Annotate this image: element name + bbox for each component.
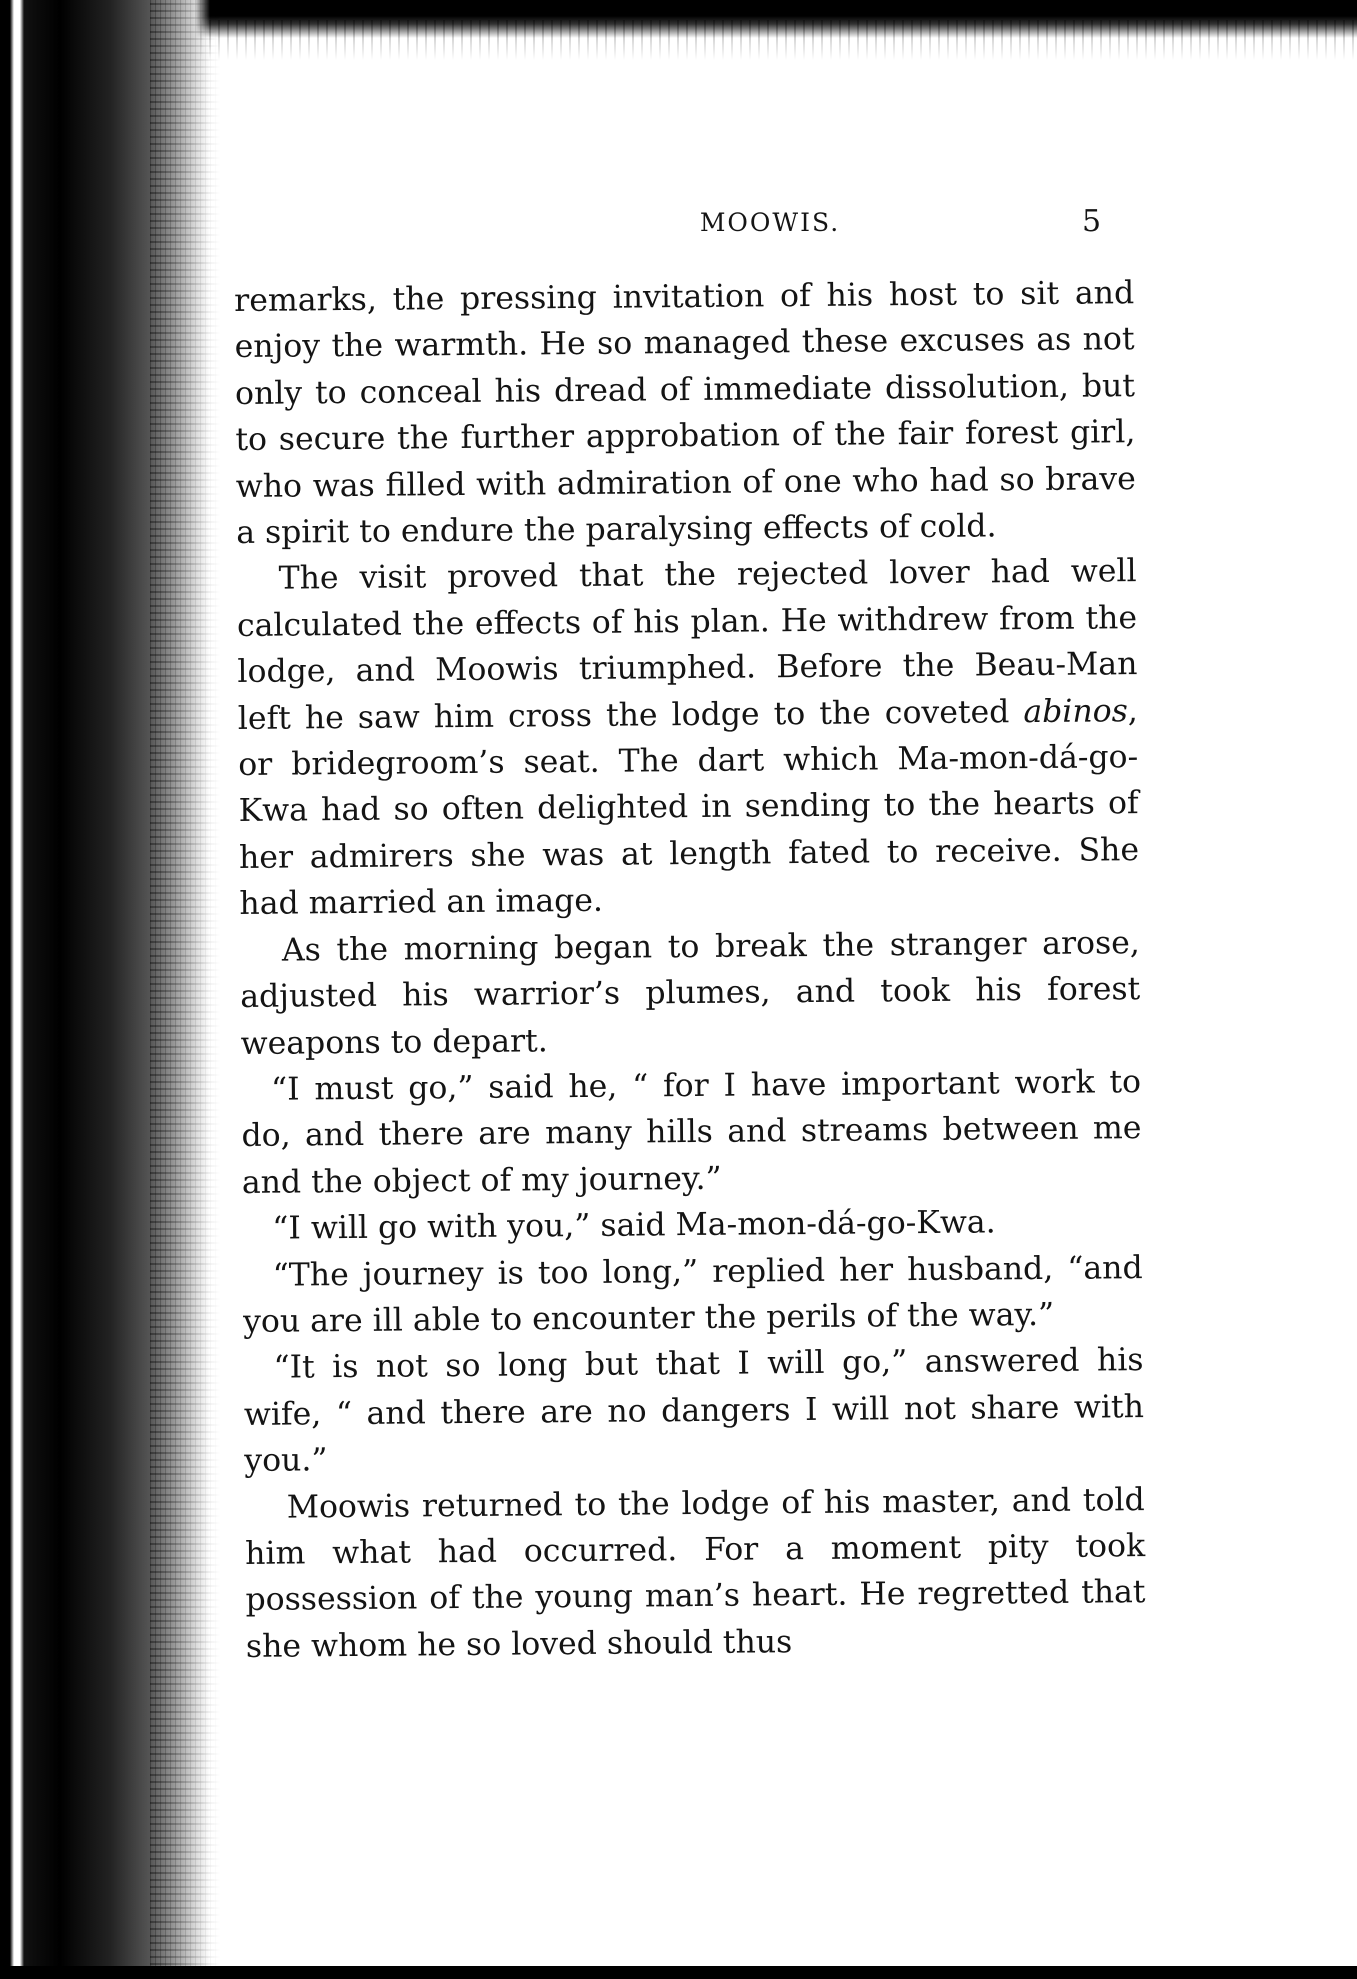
italic-word: abinos [1023, 692, 1128, 730]
dialogue-paragraph: “I must go,” said he, “ for I have important work to do, and there are many hills and streams between me and the object of my journey.” [241, 1064, 1142, 1201]
dialogue-paragraph: “I will go with you,” said Ma-mon-dá-go-Kwa. [272, 1204, 996, 1247]
paragraph-text: , or bridegroom’s seat. The dart which Ma-mon-dá-go-Kwa had so often delighted in sending to the hearts of her admirers she was at length fated to receive. She had married an image. [238, 692, 1140, 923]
paragraph [236, 549, 1139, 928]
dialogue-paragraph: “It is not so long but that I will go,” answered his wife, “ and there are no dangers I will not share with you.” [243, 1342, 1145, 1480]
paragraph: As the morning began to break the stranger arose, adjusted his warrior’s plumes, and took his forest weapons to depart. [240, 924, 1141, 1062]
paragraph-text: The visit proved that the rejected lover had well calculated the effects of his plan. He withdrew from the lodge, and Moowis triumphed. Before the Beau-Man left he saw him cross the lodge to the coveted [236, 553, 1138, 737]
scan-bottom-edge [0, 1966, 1357, 1979]
spine-speckle [150, 0, 220, 1979]
scan-top-shadow [200, 20, 1357, 60]
running-title: MOOWIS. [699, 208, 841, 237]
page-number: 5 [1082, 204, 1102, 239]
paragraph-continued: remarks, the pressing invitation of his host to sit and enjoy the warmth. He so managed these excuses as not only to conceal his dread of immediate dissolution, but to secure the further approbation of the fair forest girl, who was filled with admiration of one who had so brave a spirit to endure the paralysing effects of cold. [234, 275, 1136, 552]
paragraph: Moowis returned to the lodge of his master, and told him what had occurred. For a moment pity took possession of the young man’s heart. He regretted that she whom he so loved should thus [244, 1481, 1146, 1665]
body-text [234, 270, 1146, 1670]
dialogue-paragraph: “The journey is too long,” replied her husband, “and you are ill able to encounter the perils of the way.” [242, 1249, 1143, 1340]
running-head [230, 204, 1130, 248]
